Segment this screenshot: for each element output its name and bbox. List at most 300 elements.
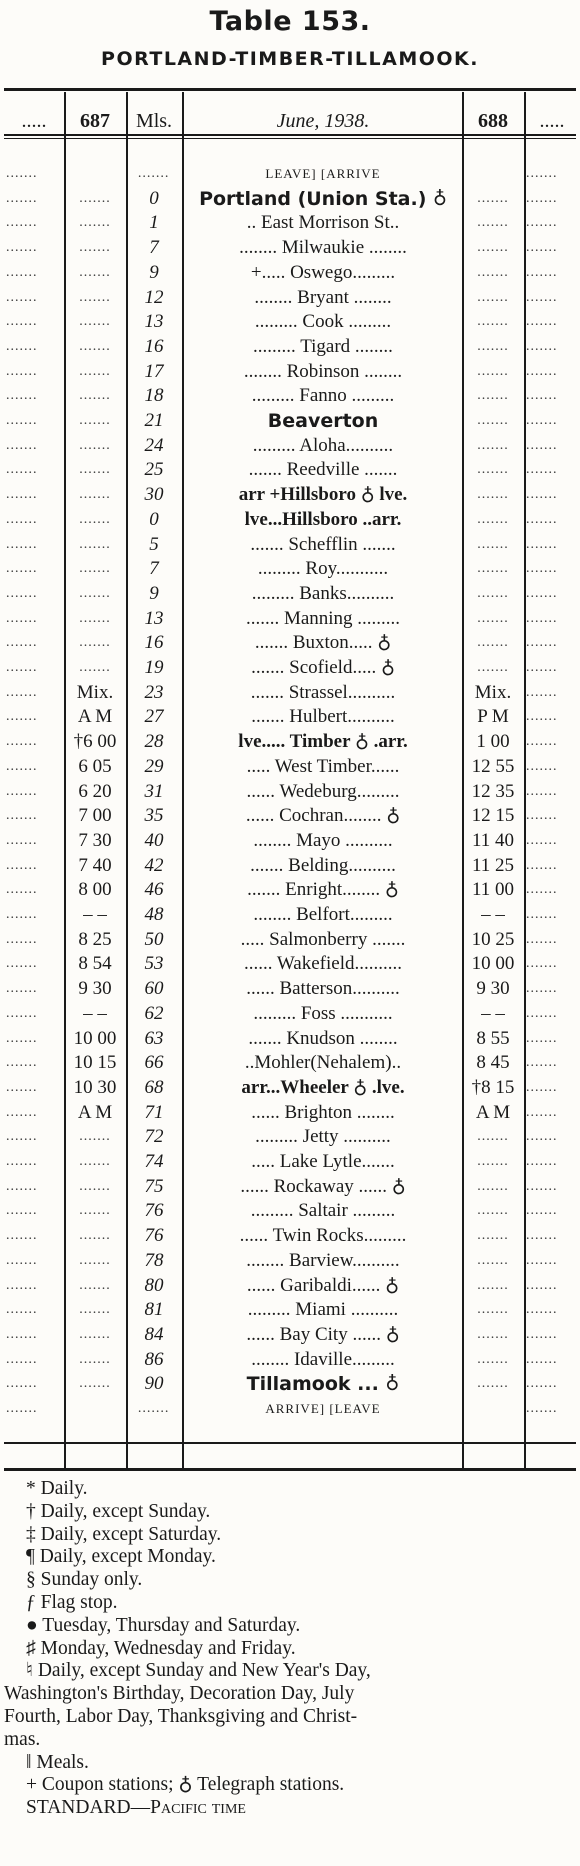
footnote-line: mas. bbox=[4, 1728, 41, 1750]
train-688-time: ....... bbox=[477, 363, 509, 379]
row-tail-dots: ....... bbox=[526, 1302, 558, 1318]
station-name: ....... Schefflin ....... bbox=[250, 533, 396, 555]
header-train-687: 687 bbox=[80, 109, 110, 132]
station-name: ....... Manning ......... bbox=[245, 607, 401, 629]
footnote-line: STANDARD—Pacific time bbox=[26, 1797, 246, 1819]
train-687-time: 6 05 bbox=[78, 755, 112, 777]
row-tail-dots: ....... bbox=[526, 882, 558, 898]
row-lead-dots: ....... bbox=[6, 536, 38, 552]
station-name: arr +Hillsboro ♁ lve. bbox=[238, 484, 408, 506]
miles-value: 0 bbox=[149, 187, 159, 209]
station-name: ....... Belding.......... bbox=[250, 854, 396, 876]
station-name: +..... Oswego......... bbox=[250, 261, 396, 283]
miles-value: 12 bbox=[144, 286, 164, 308]
row-lead-dots: ....... bbox=[6, 240, 38, 256]
miles-value: 90 bbox=[144, 1373, 164, 1395]
train-687-time: ....... bbox=[79, 264, 111, 280]
train-687-time: – – bbox=[83, 1002, 107, 1024]
train-688-time: ....... bbox=[477, 1326, 509, 1342]
table-row bbox=[0, 211, 580, 236]
row-lead-dots: ....... bbox=[6, 215, 38, 231]
miles-value: 71 bbox=[144, 1101, 164, 1123]
table-row bbox=[0, 804, 580, 829]
train-688-time: 10 25 bbox=[471, 928, 515, 950]
train-687-time: A M bbox=[77, 1101, 113, 1123]
row-tail-dots: ....... bbox=[526, 981, 558, 997]
station-name: ....... Buxton..... ♁ bbox=[254, 632, 392, 654]
train-688-time: ....... bbox=[477, 585, 509, 601]
footnote-line: ‡ Daily, except Saturday. bbox=[26, 1523, 222, 1545]
row-tail-dots: ....... bbox=[526, 783, 558, 799]
miles-value: 7 bbox=[149, 558, 159, 580]
miles-value: 24 bbox=[144, 434, 164, 456]
footnote-line: ƒ Flag stop. bbox=[26, 1592, 118, 1613]
row-tail-dots: ....... bbox=[526, 166, 558, 181]
table-row bbox=[0, 903, 580, 928]
row-tail-dots: ....... bbox=[526, 561, 558, 577]
miles-value: 27 bbox=[144, 706, 164, 728]
table-row bbox=[0, 977, 580, 1002]
train-688-time: 12 15 bbox=[471, 805, 515, 827]
top-rule bbox=[4, 88, 576, 91]
station-name: ...... Wakefield.......... bbox=[243, 953, 402, 975]
train-688-time: ....... bbox=[477, 240, 509, 256]
train-688-time: 11 25 bbox=[471, 854, 515, 876]
train-688-time: – – bbox=[481, 1002, 505, 1024]
row-lead-dots: ....... bbox=[6, 511, 38, 527]
header-tail: ..... bbox=[539, 109, 565, 132]
station-name: ARRIVE] [LEAVE bbox=[265, 1401, 381, 1416]
bottom-rule-2 bbox=[4, 1468, 576, 1471]
row-lead-dots: ....... bbox=[6, 413, 38, 428]
row-lead-dots: ....... bbox=[6, 338, 38, 354]
train-688-time: P M bbox=[477, 706, 509, 728]
row-lead-dots: ....... bbox=[6, 264, 38, 280]
row-tail-dots: ....... bbox=[526, 1005, 558, 1021]
miles-value: 19 bbox=[144, 657, 164, 678]
table-title: Table 153. bbox=[209, 6, 371, 37]
train-688-time: 11 40 bbox=[471, 829, 515, 851]
miles-value: 5 bbox=[149, 533, 159, 555]
train-688-time: ....... bbox=[477, 190, 509, 206]
miles-value: 35 bbox=[144, 805, 164, 827]
miles-value: 78 bbox=[144, 1249, 164, 1271]
station-name: .. East Morrison St.. bbox=[246, 212, 400, 234]
train-687-time: ....... bbox=[79, 462, 111, 478]
row-tail-dots: ....... bbox=[526, 1401, 558, 1416]
train-687-time: ....... bbox=[79, 1154, 111, 1169]
table-row bbox=[0, 1125, 580, 1150]
row-tail-dots: ....... bbox=[526, 338, 558, 354]
station-name: ......... Aloha.......... bbox=[252, 434, 394, 456]
row-lead-dots: ....... bbox=[6, 832, 38, 848]
miles-value: 50 bbox=[144, 928, 164, 950]
station-name: ...... Wedeburg......... bbox=[246, 780, 400, 802]
miles-value: 16 bbox=[144, 335, 164, 357]
station-name: ......... Banks.......... bbox=[251, 582, 395, 604]
train-687-time: 10 00 bbox=[73, 1027, 117, 1049]
row-tail-dots: ....... bbox=[526, 1030, 558, 1046]
miles-value: 81 bbox=[144, 1299, 164, 1321]
row-tail-dots: ....... bbox=[526, 857, 558, 873]
train-688-time: ....... bbox=[477, 1376, 509, 1392]
train-687-time: A M bbox=[77, 706, 113, 728]
row-tail-dots: ....... bbox=[526, 240, 558, 256]
train-688-time: ....... bbox=[477, 487, 509, 503]
station-name: ...... Batterson.......... bbox=[246, 978, 400, 1000]
row-tail-dots: ....... bbox=[526, 1104, 558, 1120]
miles-value: 68 bbox=[144, 1076, 164, 1098]
header-lead: ..... bbox=[21, 109, 47, 132]
train-688-time: ....... bbox=[477, 289, 509, 305]
table-row bbox=[0, 1249, 580, 1274]
row-lead-dots: ....... bbox=[6, 1005, 38, 1021]
row-lead-dots: ....... bbox=[6, 1401, 38, 1416]
row-tail-dots: ....... bbox=[526, 635, 558, 651]
train-688-time: ....... bbox=[477, 1277, 509, 1293]
row-tail-dots: ....... bbox=[526, 1055, 558, 1071]
train-687-time: ....... bbox=[79, 1302, 111, 1318]
row-lead-dots: ....... bbox=[6, 857, 38, 873]
station-name: ....... Scofield..... ♁ bbox=[251, 657, 395, 678]
miles-value: 31 bbox=[144, 780, 164, 802]
table-row bbox=[0, 928, 580, 953]
table-row bbox=[0, 434, 580, 459]
table-row bbox=[0, 335, 580, 360]
footnote-line: Fourth, Labor Day, Thanksgiving and Christ- bbox=[4, 1706, 358, 1727]
station-name: ........ Belfort......... bbox=[253, 904, 393, 925]
station-name: ....... Strassel.......... bbox=[250, 681, 396, 703]
table-row bbox=[0, 755, 580, 780]
footnote-line: ‖ Meals. bbox=[26, 1751, 89, 1773]
row-tail-dots: ....... bbox=[526, 832, 558, 848]
table-row bbox=[0, 1298, 580, 1323]
row-lead-dots: ....... bbox=[6, 808, 38, 824]
station-name: ........ Mayo .......... bbox=[253, 829, 393, 851]
row-lead-dots: ....... bbox=[6, 684, 38, 700]
train-688-time: ....... bbox=[477, 338, 509, 354]
footnote-line: ● Tuesday, Thursday and Saturday. bbox=[26, 1614, 301, 1636]
footnote-line: † Daily, except Sunday. bbox=[26, 1500, 211, 1522]
row-lead-dots: ....... bbox=[6, 1351, 38, 1367]
table-row bbox=[0, 310, 580, 335]
row-tail-dots: ....... bbox=[526, 1252, 558, 1268]
train-687-time: 8 54 bbox=[78, 953, 112, 975]
table-row bbox=[0, 533, 580, 558]
table-row bbox=[0, 236, 580, 261]
row-tail-dots: ....... bbox=[526, 388, 558, 404]
train-688-time bbox=[464, 1397, 522, 1422]
train-688-time: – – bbox=[481, 904, 505, 925]
train-688-time: ....... bbox=[477, 1129, 509, 1145]
row-lead-dots: ....... bbox=[6, 190, 38, 206]
station-name: ......... Tigard ........ bbox=[253, 335, 393, 357]
table-row bbox=[0, 508, 580, 533]
miles-value: 63 bbox=[144, 1027, 164, 1049]
table-row bbox=[0, 854, 580, 879]
train-688-time: ....... bbox=[477, 1302, 509, 1318]
row-lead-dots: ....... bbox=[6, 981, 38, 997]
table-row bbox=[0, 1076, 580, 1101]
table-row bbox=[0, 187, 580, 212]
table-row bbox=[0, 162, 580, 187]
row-lead-dots: ....... bbox=[6, 363, 38, 379]
miles-value: ....... bbox=[138, 166, 170, 181]
miles-value: 23 bbox=[144, 681, 164, 703]
row-lead-dots: ....... bbox=[6, 1302, 38, 1318]
row-tail-dots: ....... bbox=[526, 610, 558, 626]
footnote-line: ¶ Daily, except Monday. bbox=[26, 1546, 216, 1568]
row-lead-dots: ....... bbox=[6, 1154, 38, 1169]
train-687-time: ....... bbox=[79, 1277, 111, 1293]
station-name: ....... Enright........ ♁ bbox=[247, 879, 399, 901]
row-tail-dots: ....... bbox=[526, 1079, 558, 1095]
table-row bbox=[0, 631, 580, 656]
miles-value: 7 bbox=[149, 237, 159, 259]
train-687-time: ....... bbox=[79, 1326, 111, 1342]
miles-value: 62 bbox=[144, 1002, 164, 1024]
row-tail-dots: ....... bbox=[526, 536, 558, 552]
row-tail-dots: ....... bbox=[526, 437, 558, 453]
row-tail-dots: ....... bbox=[526, 1326, 558, 1342]
row-tail-dots: ....... bbox=[526, 907, 558, 922]
station-name: ......... Fanno ......... bbox=[251, 385, 395, 407]
miles-value: 72 bbox=[144, 1126, 164, 1148]
station-name: LEAVE] [ARRIVE bbox=[265, 166, 381, 181]
train-688-time: ....... bbox=[477, 437, 509, 453]
table-subtitle: PORTLAND-TIMBER-TILLAMOOK. bbox=[101, 48, 479, 70]
table-row bbox=[0, 1274, 580, 1299]
miles-value: 9 bbox=[149, 582, 159, 604]
row-tail-dots: ....... bbox=[526, 413, 558, 428]
row-lead-dots: ....... bbox=[6, 610, 38, 626]
table-row bbox=[0, 1224, 580, 1249]
table-row bbox=[0, 681, 580, 706]
miles-value: 17 bbox=[144, 360, 164, 382]
train-687-time: ....... bbox=[79, 1376, 111, 1392]
train-688-time: 10 00 bbox=[471, 953, 515, 975]
row-tail-dots: ....... bbox=[526, 289, 558, 305]
station-name: ...... Bay City ...... ♁ bbox=[246, 1323, 400, 1345]
train-688-time: ....... bbox=[477, 413, 509, 428]
row-lead-dots: ....... bbox=[6, 1252, 38, 1268]
train-687-time: ....... bbox=[79, 487, 111, 503]
table-row bbox=[0, 780, 580, 805]
train-687-time: ....... bbox=[79, 413, 111, 428]
row-lead-dots: ....... bbox=[6, 1030, 38, 1046]
train-688-time: ....... bbox=[477, 1203, 509, 1219]
miles-value: 75 bbox=[144, 1175, 164, 1197]
footnote-line: Washington's Birthday, Decoration Day, July bbox=[4, 1683, 355, 1705]
table-row bbox=[0, 1397, 580, 1422]
station-name: ...... Garibaldi...... ♁ bbox=[246, 1274, 400, 1296]
station-name: ....... Knudson ........ bbox=[248, 1027, 398, 1049]
table-row bbox=[0, 384, 580, 409]
miles-value: 40 bbox=[144, 829, 164, 851]
train-687-time: 8 25 bbox=[78, 928, 112, 950]
station-name: ......... Jetty .......... bbox=[255, 1126, 391, 1148]
train-687-time: ....... bbox=[79, 1252, 111, 1268]
train-687-time: 8 00 bbox=[78, 879, 112, 901]
train-687-time: ....... bbox=[79, 536, 111, 552]
miles-value: 46 bbox=[144, 879, 164, 901]
row-tail-dots: ....... bbox=[526, 931, 558, 947]
station-name: ...... Twin Rocks......... bbox=[239, 1225, 407, 1247]
train-688-time: ....... bbox=[477, 264, 509, 280]
train-688-time: †8 15 bbox=[471, 1076, 515, 1098]
header-train-688: 688 bbox=[478, 109, 508, 132]
miles-value: 42 bbox=[144, 854, 164, 876]
table-row bbox=[0, 1372, 580, 1397]
station-name: ........ Barview.......... bbox=[246, 1249, 400, 1271]
row-lead-dots: ....... bbox=[6, 1079, 38, 1095]
row-tail-dots: ....... bbox=[526, 585, 558, 601]
miles-value: 18 bbox=[144, 385, 164, 407]
station-name: ....... Hulbert.......... bbox=[251, 706, 395, 728]
footnote-line: § Sunday only. bbox=[26, 1569, 143, 1591]
row-tail-dots: ....... bbox=[526, 734, 558, 750]
table-row bbox=[0, 582, 580, 607]
row-lead-dots: ....... bbox=[6, 635, 38, 651]
row-tail-dots: ....... bbox=[526, 808, 558, 824]
row-lead-dots: ....... bbox=[6, 931, 38, 947]
row-lead-dots: ....... bbox=[6, 1178, 38, 1194]
train-687-time: 7 00 bbox=[78, 805, 112, 827]
miles-value: 0 bbox=[149, 508, 159, 530]
train-688-time: 12 55 bbox=[471, 755, 515, 777]
row-lead-dots: ....... bbox=[6, 1376, 38, 1392]
row-tail-dots: ....... bbox=[526, 684, 558, 700]
miles-value: 60 bbox=[144, 978, 164, 1000]
miles-value: ....... bbox=[138, 1401, 170, 1416]
row-lead-dots: ....... bbox=[6, 956, 38, 972]
table-row bbox=[0, 829, 580, 854]
row-tail-dots: ....... bbox=[526, 1351, 558, 1367]
table-row bbox=[0, 1150, 580, 1175]
table-row bbox=[0, 1101, 580, 1126]
table-row bbox=[0, 730, 580, 755]
train-687-time: ....... bbox=[79, 215, 111, 231]
station-name: ......... Foss ........... bbox=[253, 1002, 393, 1024]
miles-value: 30 bbox=[144, 484, 164, 506]
table-row bbox=[0, 557, 580, 582]
train-687-time: ....... bbox=[79, 1203, 111, 1219]
station-name: ...... Brighton ........ bbox=[251, 1101, 395, 1123]
station-name: lve...Hillsboro ..arr. bbox=[244, 508, 402, 530]
table-row bbox=[0, 458, 580, 483]
miles-value: 25 bbox=[144, 459, 164, 481]
train-688-time: 8 45 bbox=[476, 1052, 510, 1074]
train-687-time: Mix. bbox=[76, 681, 114, 703]
row-lead-dots: ....... bbox=[6, 166, 38, 181]
station-name: arr...Wheeler ♁ .lve. bbox=[241, 1076, 405, 1098]
miles-value: 29 bbox=[144, 755, 164, 777]
train-688-time: A M bbox=[475, 1101, 511, 1123]
table-row bbox=[0, 286, 580, 311]
row-lead-dots: ....... bbox=[6, 660, 38, 675]
train-688-time: ....... bbox=[477, 1178, 509, 1194]
train-687-time: ....... bbox=[79, 240, 111, 256]
train-687-time: – – bbox=[83, 904, 107, 925]
station-name: ........ Idaville......... bbox=[251, 1348, 395, 1370]
row-tail-dots: ....... bbox=[526, 1154, 558, 1169]
miles-value: 76 bbox=[144, 1225, 164, 1247]
row-tail-dots: ....... bbox=[526, 462, 558, 478]
row-lead-dots: ....... bbox=[6, 907, 38, 922]
station-name: ........ Bryant ........ bbox=[254, 286, 392, 308]
train-687-time: ....... bbox=[79, 1228, 111, 1244]
miles-value: 76 bbox=[144, 1200, 164, 1222]
train-687-time bbox=[66, 162, 124, 187]
station-name: Beaverton bbox=[267, 410, 379, 432]
station-name: ......... Roy........... bbox=[257, 558, 389, 580]
table-row bbox=[0, 656, 580, 681]
row-lead-dots: ....... bbox=[6, 709, 38, 725]
miles-value: 48 bbox=[144, 904, 164, 925]
station-name: Tillamook ... ♁ bbox=[246, 1373, 400, 1396]
table-row bbox=[0, 409, 580, 434]
table-row bbox=[0, 1002, 580, 1027]
table-row bbox=[0, 705, 580, 730]
train-688-time: ....... bbox=[477, 561, 509, 577]
table-row bbox=[0, 1348, 580, 1373]
train-687-time: 6 20 bbox=[78, 780, 112, 802]
miles-value: 80 bbox=[144, 1274, 164, 1296]
train-688-time bbox=[464, 162, 522, 187]
train-687-time: ....... bbox=[79, 660, 111, 675]
train-688-time: ....... bbox=[477, 1351, 509, 1367]
train-687-time: ....... bbox=[79, 635, 111, 651]
row-tail-dots: ....... bbox=[526, 487, 558, 503]
train-687-time: 10 15 bbox=[73, 1052, 117, 1074]
station-name: ......... Saltair ......... bbox=[250, 1200, 396, 1222]
train-687-time: ....... bbox=[79, 561, 111, 577]
row-tail-dots: ....... bbox=[526, 264, 558, 280]
train-687-time: ....... bbox=[79, 289, 111, 305]
table-row bbox=[0, 483, 580, 508]
table-row bbox=[0, 607, 580, 632]
row-lead-dots: ....... bbox=[6, 783, 38, 799]
miles-value: 13 bbox=[144, 311, 164, 333]
train-687-time: ....... bbox=[79, 437, 111, 453]
row-lead-dots: ....... bbox=[6, 1104, 38, 1120]
miles-value: 66 bbox=[144, 1052, 164, 1074]
train-688-time: 11 00 bbox=[471, 879, 515, 901]
row-tail-dots: ....... bbox=[526, 956, 558, 972]
row-tail-dots: ....... bbox=[526, 709, 558, 725]
station-name: ...... Rockaway ...... ♁ bbox=[240, 1175, 406, 1197]
train-688-time: ....... bbox=[477, 1154, 509, 1169]
train-688-time: ....... bbox=[477, 1252, 509, 1268]
table-row bbox=[0, 1175, 580, 1200]
table-row bbox=[0, 1051, 580, 1076]
station-name: ..... West Timber...... bbox=[246, 755, 400, 777]
miles-value: 28 bbox=[144, 731, 164, 753]
footnote-line: * Daily. bbox=[26, 1478, 88, 1499]
miles-value: 1 bbox=[149, 212, 159, 234]
row-lead-dots: ....... bbox=[6, 1129, 38, 1145]
table-row bbox=[0, 878, 580, 903]
row-lead-dots: ....... bbox=[6, 561, 38, 577]
station-name: ........ Milwaukie ........ bbox=[239, 237, 407, 259]
train-687-time: ....... bbox=[79, 1178, 111, 1194]
train-687-time: ....... bbox=[79, 1129, 111, 1145]
footnote-line: + Coupon stations; ♁ Telegraph stations. bbox=[26, 1774, 345, 1796]
table-row bbox=[0, 1199, 580, 1224]
train-687-time: ....... bbox=[79, 511, 111, 527]
table-row bbox=[0, 1027, 580, 1052]
train-687-time: 7 40 bbox=[78, 854, 112, 876]
